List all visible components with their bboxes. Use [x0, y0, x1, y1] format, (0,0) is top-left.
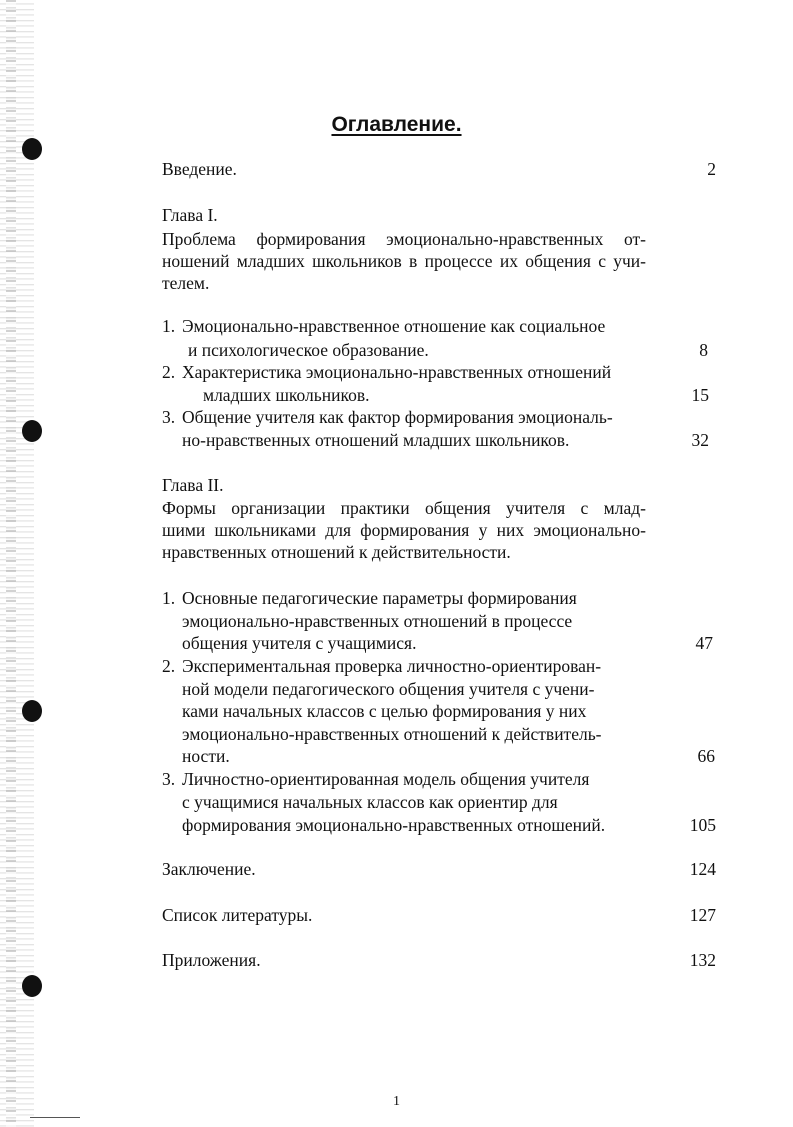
toc-item-text: Основные педагогические параметры формирования	[182, 588, 577, 608]
toc-item-text: младших школьников.	[203, 385, 370, 405]
toc-item-text: формирования эмоционально-нравственных отношений.	[182, 815, 606, 835]
toc-page-bibliography: 127	[689, 905, 716, 925]
toc-page-conclusion: 124	[689, 859, 716, 879]
page-number: 1	[393, 1094, 400, 1109]
toc-page-number: 47	[695, 633, 713, 653]
chapter-2-title-line: шими школьниками для формирования у них эмоционально-	[162, 520, 646, 540]
scan-divider	[30, 1117, 80, 1118]
toc-item-text: и психологическое образование.	[188, 340, 429, 360]
toc-page-number: 105	[689, 815, 716, 835]
toc-item-text: общения учителя с учащимися.	[182, 633, 417, 653]
toc-item-text: но-нравственных отношений младших школьников.	[182, 430, 570, 450]
punch-hole-mark	[22, 420, 42, 442]
toc-item-number: 3.	[162, 407, 176, 427]
toc-item-text: с учащимися начальных классов как ориентир для	[182, 792, 558, 812]
toc-item-text: Эмоционально-нравственное отношение как социальное	[182, 316, 606, 336]
chapter-2-title-line: нравственных отношений к действительности.	[162, 542, 511, 562]
toc-item-text: Общение учителя как фактор формирования эмоциональ-	[182, 407, 613, 427]
chapter-1-title-line: ношений младших школьников в процессе их общения с учи-	[162, 251, 646, 271]
toc-entry-conclusion: Заключение.	[162, 859, 256, 879]
toc-item-text: Личностно-ориентированная модель общения учителя	[182, 769, 590, 789]
toc-page-appendices: 132	[689, 950, 716, 970]
chapter-1-title-line: Проблема формирования эмоционально-нравственных от-	[162, 229, 646, 249]
toc-item-text: Характеристика эмоционально-нравственных отношений	[182, 362, 612, 382]
scan-margin-artifact	[0, 0, 34, 1127]
toc-item-number: 1.	[162, 316, 176, 336]
toc-item-text: ной модели педагогического общения учителя с учени-	[182, 679, 595, 699]
chapter-1-heading: Глава I.	[162, 205, 218, 225]
page-title: Оглавление.	[331, 113, 462, 136]
punch-hole-mark	[22, 975, 42, 997]
toc-entry-bibliography: Список литературы.	[162, 905, 313, 925]
toc-item-text: Экспериментальная проверка личностно-ориентирован-	[182, 656, 602, 676]
toc-item-number: 1.	[162, 588, 176, 608]
toc-item-text: эмоционально-нравственных отношений в процессе	[182, 611, 573, 631]
toc-entry-appendices: Приложения.	[162, 950, 261, 970]
toc-item-number: 2.	[162, 656, 176, 676]
toc-entry-introduction: Введение.	[162, 159, 237, 179]
toc-page-number: 66	[697, 746, 715, 766]
chapter-1-title-line: телем.	[162, 273, 210, 293]
toc-item-text: ками начальных классов с целью формирования у них	[182, 701, 587, 721]
toc-page-number: 32	[691, 430, 709, 450]
toc-page-number: 8	[699, 340, 708, 360]
toc-item-number: 3.	[162, 769, 176, 789]
punch-hole-mark	[22, 700, 42, 722]
chapter-2-heading: Глава II.	[162, 475, 224, 495]
toc-page-introduction: 2	[707, 159, 716, 179]
chapter-2-title-line: Формы организации практики общения учителя с млад-	[162, 498, 646, 518]
punch-hole-mark	[22, 138, 42, 160]
toc-item-text: ности.	[182, 746, 230, 766]
toc-page-number: 15	[691, 385, 709, 405]
toc-item-number: 2.	[162, 362, 176, 382]
toc-item-text: эмоционально-нравственных отношений к действитель-	[182, 724, 602, 744]
